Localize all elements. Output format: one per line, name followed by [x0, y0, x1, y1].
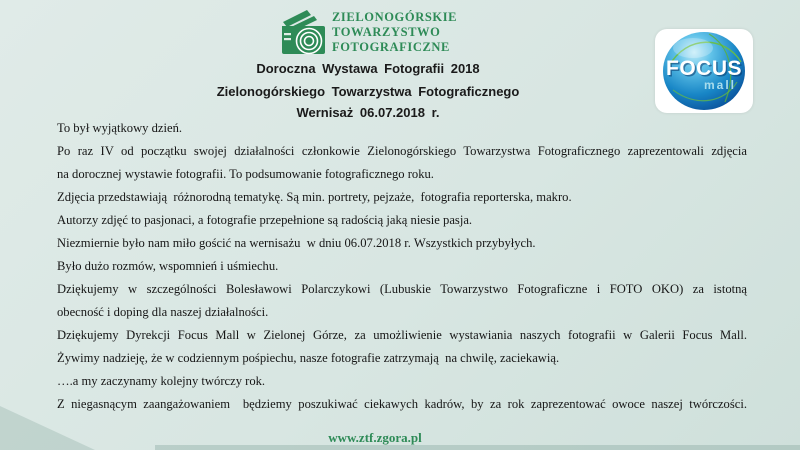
- body-line: ….a my zaczynamy kolejny twórczy rok.: [57, 374, 266, 388]
- organization-title: Zielonogórskiego Towarzystwa Fotograficznego: [216, 84, 520, 99]
- vernissage-date: Wernisaż 06.07.2018 r.: [296, 105, 440, 120]
- org-name-line-1: ZIELONOGÓRSKIE: [332, 9, 458, 24]
- body-line: na dorocznej wystawie fotografii. To podsumowanie fotograficznego roku.: [57, 167, 434, 181]
- website-link[interactable]: www.ztf.zgora.pl: [328, 430, 422, 445]
- body-line: Dziękujemy w szczególności Bolesławowi Polarczykowi (Lubuskie Towarzystwo Fotograficzne i FOTO OKO) za istotną: [57, 282, 747, 296]
- body-line: Z niegasnącym zaangażowaniem będziemy poszukiwać ciekawych kadrów, by za rok zaprezentować owoce naszej twórczości.: [57, 397, 747, 411]
- body-line: obecność i doping dla naszej działalności.: [57, 305, 269, 319]
- org-name-line-3: FOTOGRAFICZNE: [332, 39, 450, 54]
- camera-icon: [281, 9, 327, 55]
- body-line: Żywimy nadzieję, że w codziennym pośpiechu, nasze fotografie zatrzymają na chwilę, zaciekawią.: [57, 351, 560, 365]
- body-line: To był wyjątkowy dzień.: [57, 121, 183, 135]
- bottom-left-triangle-decoration: [0, 406, 95, 450]
- body-text: [57, 117, 747, 416]
- body-line: Zdjęcia przedstawiają różnorodną tematykę. Są min. portrety, pejzaże, fotografia reporterska, makro.: [57, 190, 572, 204]
- body-line: Było dużo rozmów, wspomnień i uśmiechu.: [57, 259, 279, 273]
- focus-mall-sub: mall: [703, 78, 736, 92]
- event-title: Doroczna Wystawa Fotografii 2018: [256, 61, 480, 76]
- org-name-line-2: TOWARZYSTWO: [332, 24, 441, 39]
- focus-mall-name: FOCUS: [666, 57, 742, 80]
- body-line: Autorzy zdjęć to pasjonaci, a fotografie przepełnione są radością jaką niesie pasja.: [57, 213, 473, 227]
- body-line: Dziękujemy Dyrekcji Focus Mall w Zielonej Górze, za umożliwienie wystawiania naszych fotografii w Galerii Focus Mall.: [57, 328, 747, 342]
- org-name: [332, 10, 457, 55]
- body-line: Niezmiernie było nam miło gościć na wernisażu w dniu 06.07.2018 r. Wszystkich przybyłych.: [57, 236, 536, 250]
- org-logo: [281, 9, 457, 55]
- bottom-band-decoration: [155, 445, 800, 450]
- body-line: Po raz IV od początku swojej działalności członkowie Zielonogórskiego Towarzystwa Fotograficznego zaprezentowali zdjęcia: [57, 144, 747, 158]
